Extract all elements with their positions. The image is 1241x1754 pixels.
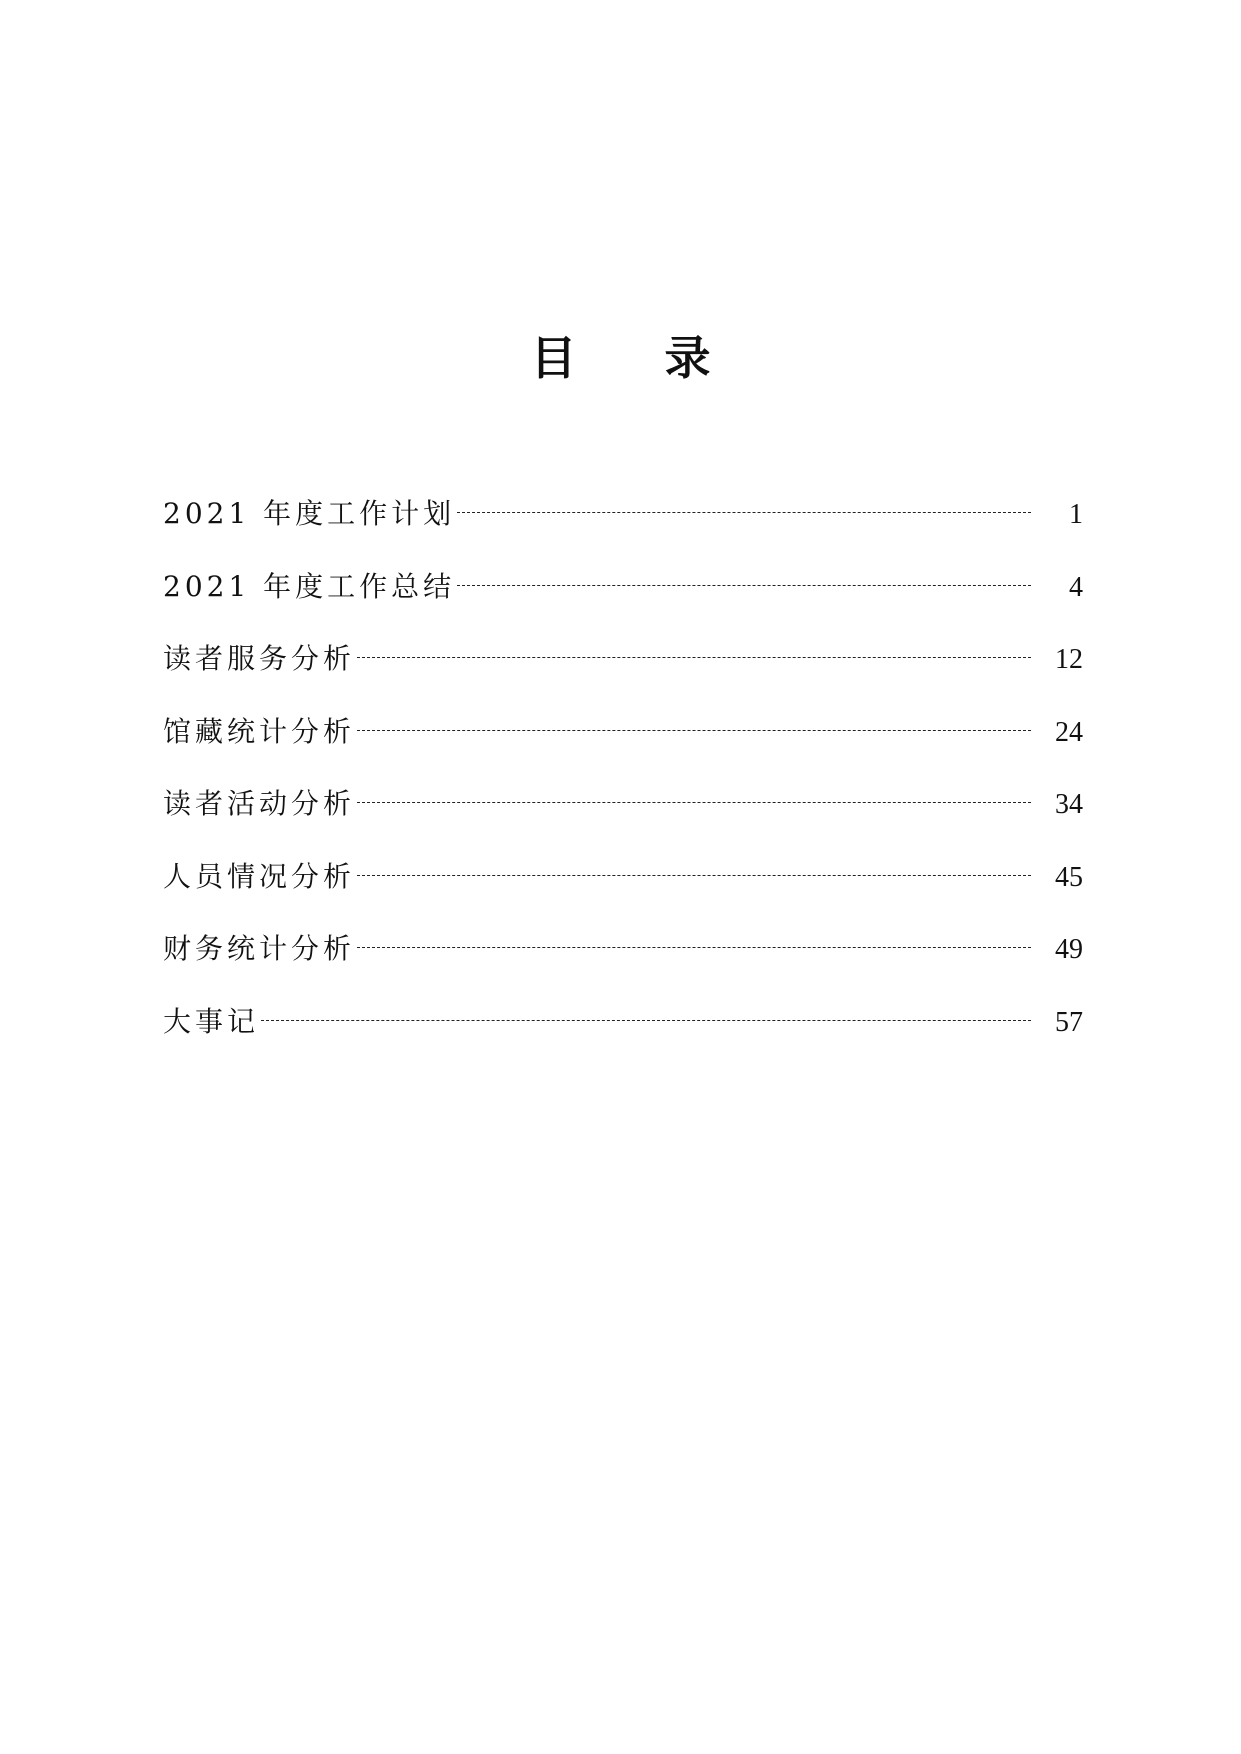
toc-entry[interactable] [163, 494, 1083, 567]
dot-leader [357, 947, 1031, 948]
toc-entry[interactable] [163, 857, 1083, 930]
toc-entry-page-number: 24 [1055, 716, 1083, 748]
dot-leader [357, 802, 1031, 803]
toc-entry-label: 读者服务分析 [163, 642, 356, 675]
toc-entry-label: 馆藏统计分析 [163, 714, 356, 748]
toc-entry-page-number: 4 [1069, 571, 1083, 603]
toc-entry[interactable] [163, 712, 1083, 785]
toc-entry[interactable] [163, 784, 1083, 857]
dot-leader [261, 1020, 1031, 1021]
toc-entry-page-number: 12 [1055, 644, 1083, 675]
toc-entry-label: 2021 年度工作计划 [163, 497, 456, 530]
toc-entry-label: 财务统计分析 [163, 932, 356, 965]
toc-entry[interactable] [163, 639, 1083, 712]
toc-entry-page-number: 34 [1055, 789, 1083, 820]
toc-entry-label: 大事记 [163, 1004, 260, 1038]
toc-entry-label: 人员情况分析 [163, 859, 356, 893]
toc-entry-page-number: 1 [1069, 499, 1083, 530]
toc-entry-label: 读者活动分析 [163, 787, 356, 820]
toc-entry-page-number: 49 [1055, 934, 1083, 965]
toc-entry-page-number: 45 [1055, 861, 1083, 893]
dot-leader [357, 657, 1031, 658]
toc-entry[interactable] [163, 567, 1083, 640]
toc-list [163, 494, 1083, 1074]
dot-leader [357, 730, 1031, 731]
toc-entry[interactable] [163, 1002, 1083, 1075]
dot-leader [457, 585, 1031, 586]
toc-entry-page-number: 57 [1055, 1006, 1083, 1038]
toc-title: 目 录 [530, 331, 747, 385]
toc-entry-label: 2021 年度工作总结 [163, 569, 456, 603]
dot-leader [457, 512, 1031, 513]
toc-entry[interactable] [163, 929, 1083, 1002]
dot-leader [357, 875, 1031, 876]
